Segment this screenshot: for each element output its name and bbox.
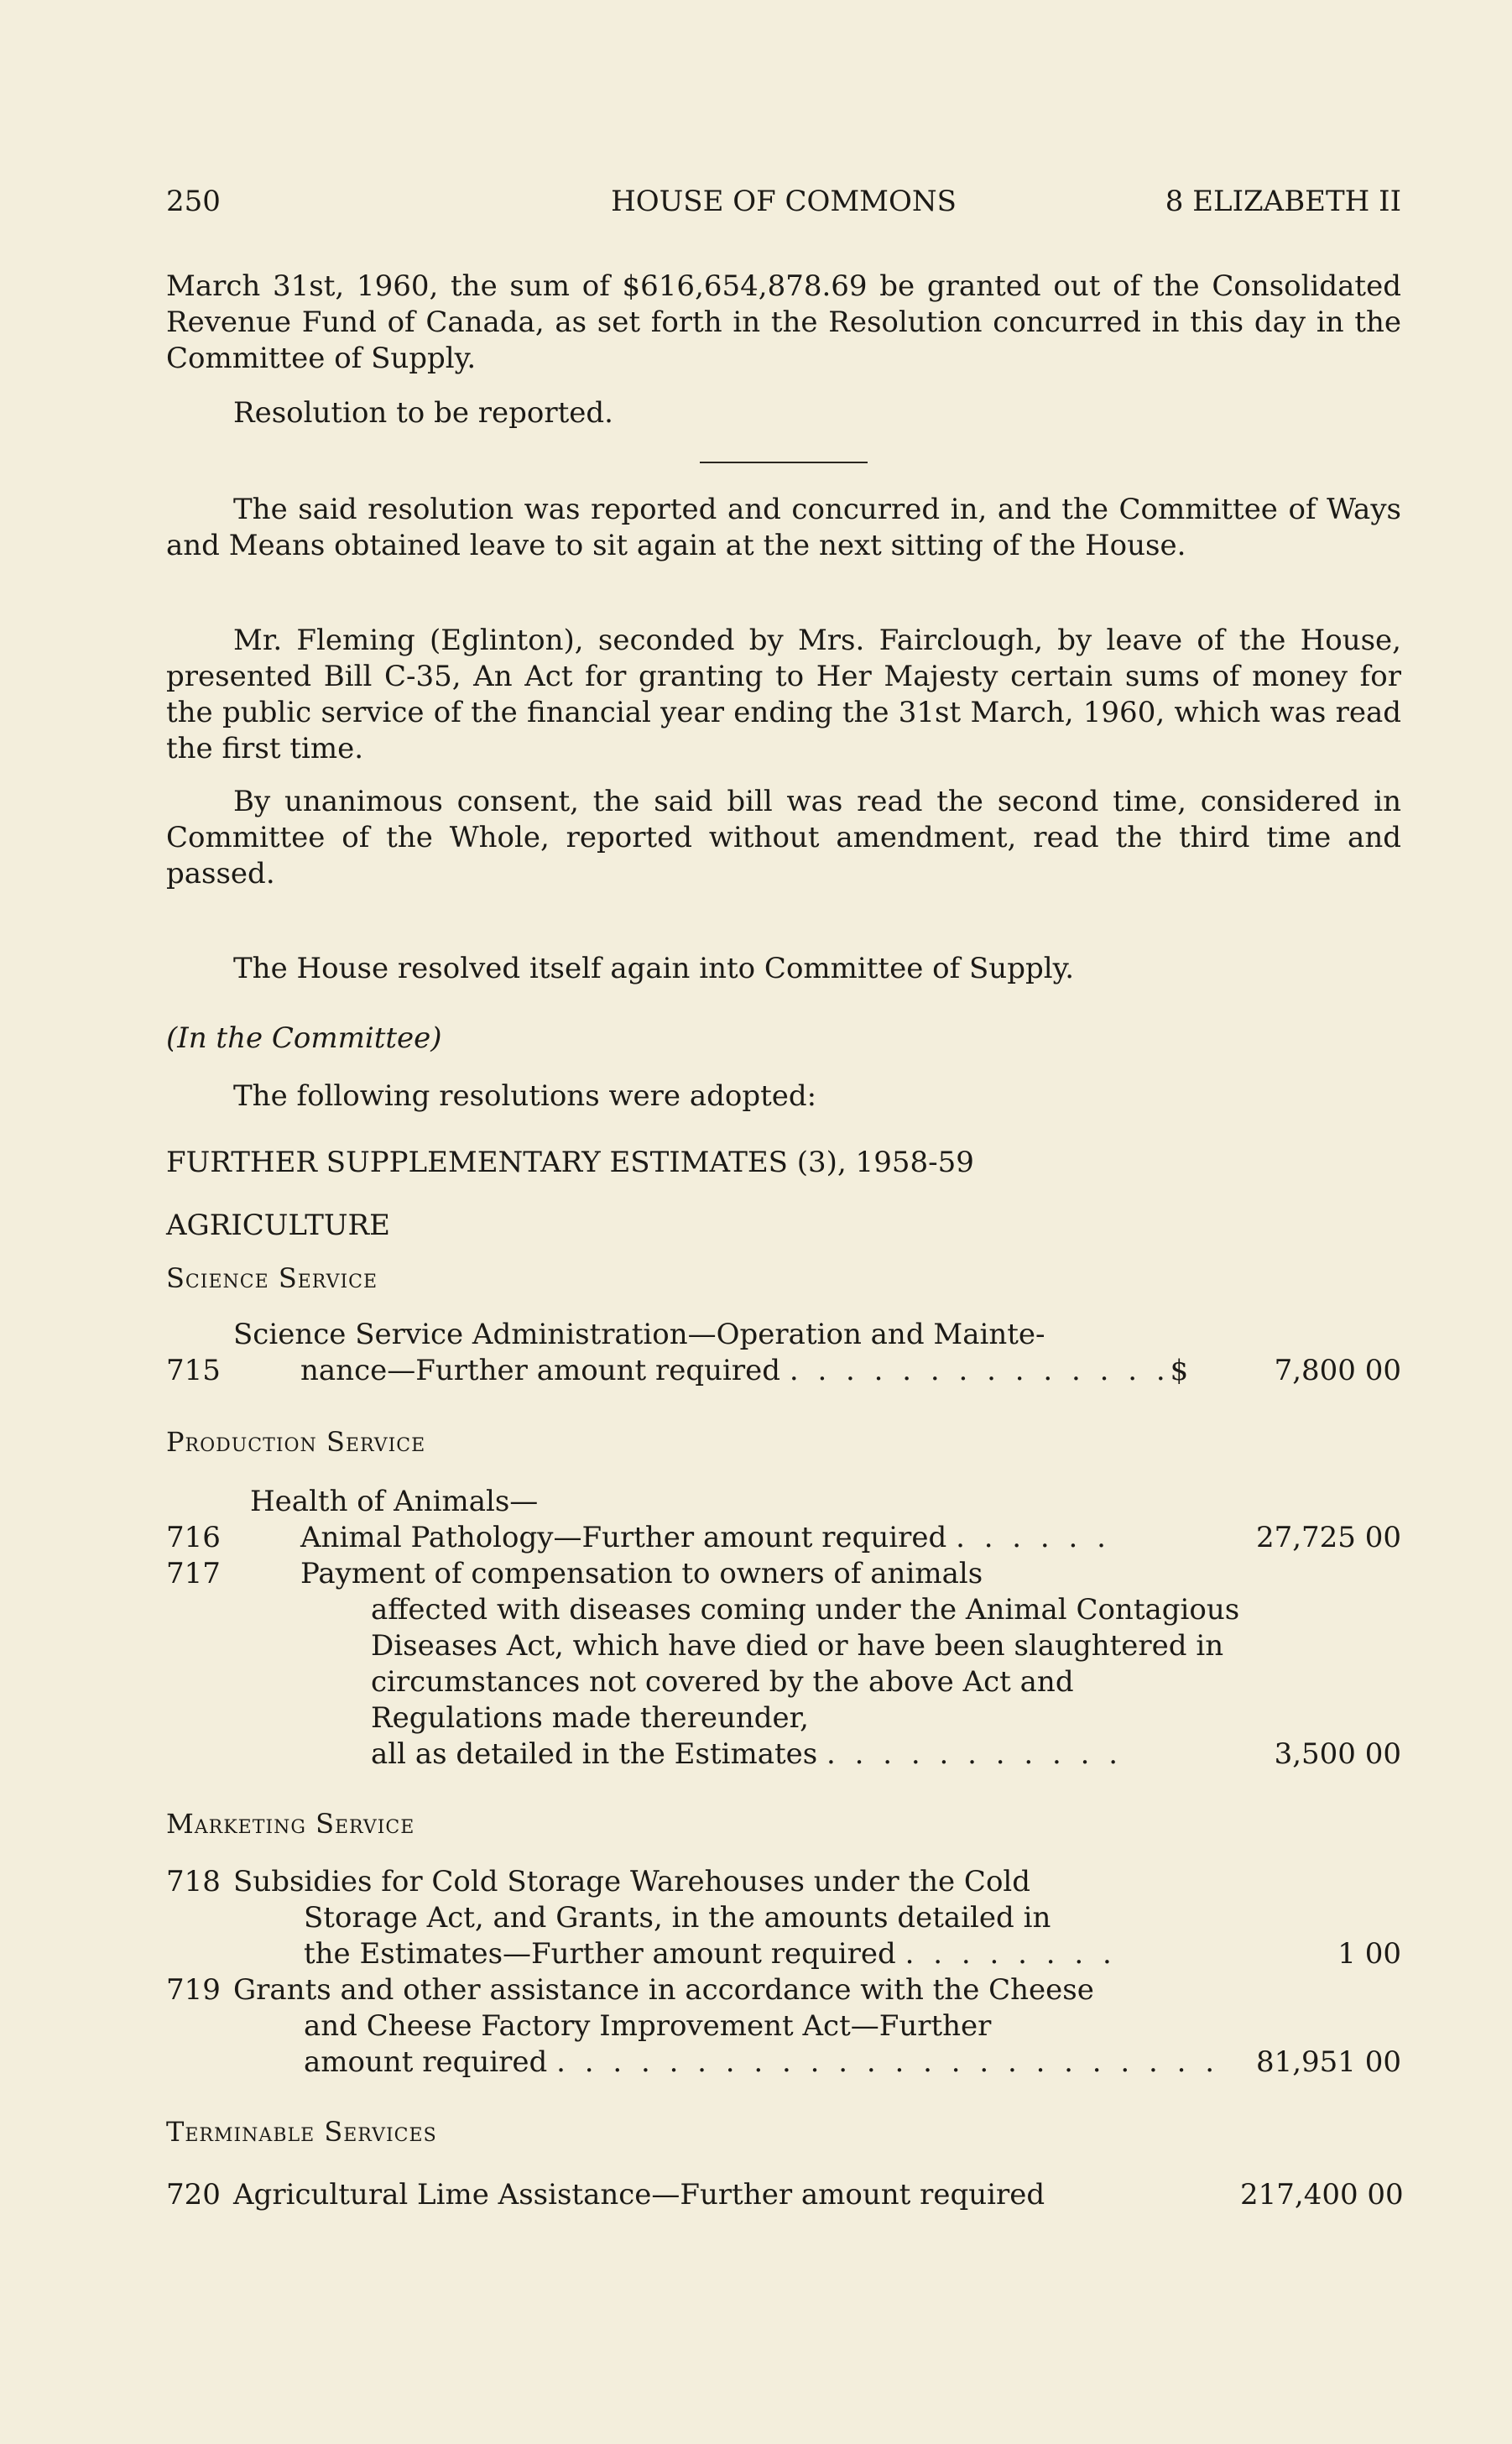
vote-description: Agricultural Lime Assistance—Further amount required [233, 2178, 1045, 2212]
vote-description-final: amount required [304, 2045, 548, 2079]
vote-description: Animal Pathology—Further amount required [300, 1521, 947, 1554]
marketing-service-heading: Marketing Service [166, 1808, 415, 1840]
vote-719 [166, 1972, 1401, 2081]
vote-718 [166, 1864, 1401, 1972]
production-service-heading: Production Service [166, 1426, 426, 1458]
vote-description-continued: Storage Act, and Grants, in the amounts detailed in [304, 1901, 1051, 1935]
estimates-heading: FURTHER SUPPLEMENTARY ESTIMATES (3), 1958-59 [166, 1146, 974, 1179]
header-title: HOUSE OF COMMONS [611, 185, 957, 218]
vote-717 [166, 1556, 1401, 1773]
vote-amount: 7,800 00 [1274, 1354, 1401, 1387]
vote-amount: 81,951 00 [1255, 2045, 1401, 2079]
vote-number: 720 [166, 2178, 221, 2212]
vote-description: Grants and other assistance in accordance with the Cheese [233, 1973, 1094, 2007]
paragraph-resolution-reported: Resolution to be reported. [233, 396, 613, 430]
vote-number: 717 [166, 1557, 221, 1590]
paragraph-sum-granted: March 31st, 1960, the sum of $616,654,878.69 be granted out of the Consolidated Revenue Fund of Canada, as set forth in the Resolution concurred in this day in the Committee of Supply. [166, 269, 1401, 375]
paragraph-committee-of-supply: The House resolved itself again into Committee of Supply. [233, 952, 1075, 985]
vote-amount: 1 00 [1337, 1937, 1401, 1971]
in-committee-note: (In the Committee) [166, 1021, 442, 1055]
vote-description-final: all as detailed in the Estimates [371, 1737, 818, 1771]
section-divider [700, 462, 868, 463]
paragraph-bill-c35: Mr. Fleming (Eglinton), seconded by Mrs. Fairclough, by leave of the House, presented Bill C-35, An Act for granting to Her Majesty certain sums of money for the public service of the financial year ending the 31st March, 1960, which was read the first time. [166, 624, 1401, 765]
vote-number: 719 [166, 1973, 221, 2007]
paragraph-unanimous-consent: By unanimous consent, the said bill was read the second time, considered in Committee of the Whole, reported without amendment, read the third time and passed. [166, 785, 1401, 890]
leader-dots: . . . . . . . . . . . . . . . . . . . . . . . . [556, 2045, 1220, 2079]
leader-dots: . . . . . . [956, 1521, 1111, 1554]
vote-number: 715 [166, 1354, 221, 1387]
leader-dots: . . . . . . . . . . . . . .$ [789, 1354, 1194, 1387]
health-of-animals-subheading: Health of Animals— [250, 1485, 539, 1518]
vote-716 [166, 1520, 1401, 1556]
page-number: 250 [166, 185, 221, 218]
vote-amount: 27,725 00 [1255, 1521, 1401, 1554]
vote-720 [166, 2177, 1404, 2213]
vote-amount: 3,500 00 [1274, 1737, 1401, 1771]
vote-description-final: the Estimates—Further amount required [304, 1937, 896, 1971]
vote-description: Subsidies for Cold Storage Warehouses under the Cold [233, 1865, 1031, 1898]
paragraph-ways-and-means: The said resolution was reported and concurred in, and the Committee of Ways and Means obtained leave to sit again at the next sitting of the House. [166, 493, 1401, 562]
header-regnal-year: 8 ELIZABETH II [1165, 185, 1401, 218]
vote-description-continued: and Cheese Factory Improvement Act—Further [304, 2009, 992, 2043]
terminable-services-heading: Terminable Services [166, 2116, 437, 2148]
vote-715 [166, 1317, 1401, 1389]
vote-number: 718 [166, 1865, 221, 1898]
department-heading: AGRICULTURE [166, 1209, 390, 1242]
leader-dots: . . . . . . . . . . . [826, 1737, 1124, 1771]
vote-amount: 217,400 00 [1240, 2178, 1404, 2212]
leader-dots: . . . . . . . . [905, 1937, 1117, 1971]
vote-description: Payment of compensation to owners of animals [300, 1557, 983, 1590]
page-body [166, 269, 1404, 2213]
vote-number: 716 [166, 1521, 221, 1554]
vote-description: Science Service Administration—Operation and Mainte- [233, 1318, 1045, 1351]
vote-description-continued: affected with diseases coming under the Animal Contagious Diseases Act, which have died or have been slaughtered in circumstances not covered by the above Act and Regulations made thereunder, [371, 1593, 1240, 1735]
science-service-heading: Science Service [166, 1262, 378, 1294]
vote-description-continued: nance—Further amount required [300, 1354, 781, 1387]
paragraph-resolutions-adopted: The following resolutions were adopted: [233, 1079, 817, 1113]
running-header [166, 185, 1401, 227]
